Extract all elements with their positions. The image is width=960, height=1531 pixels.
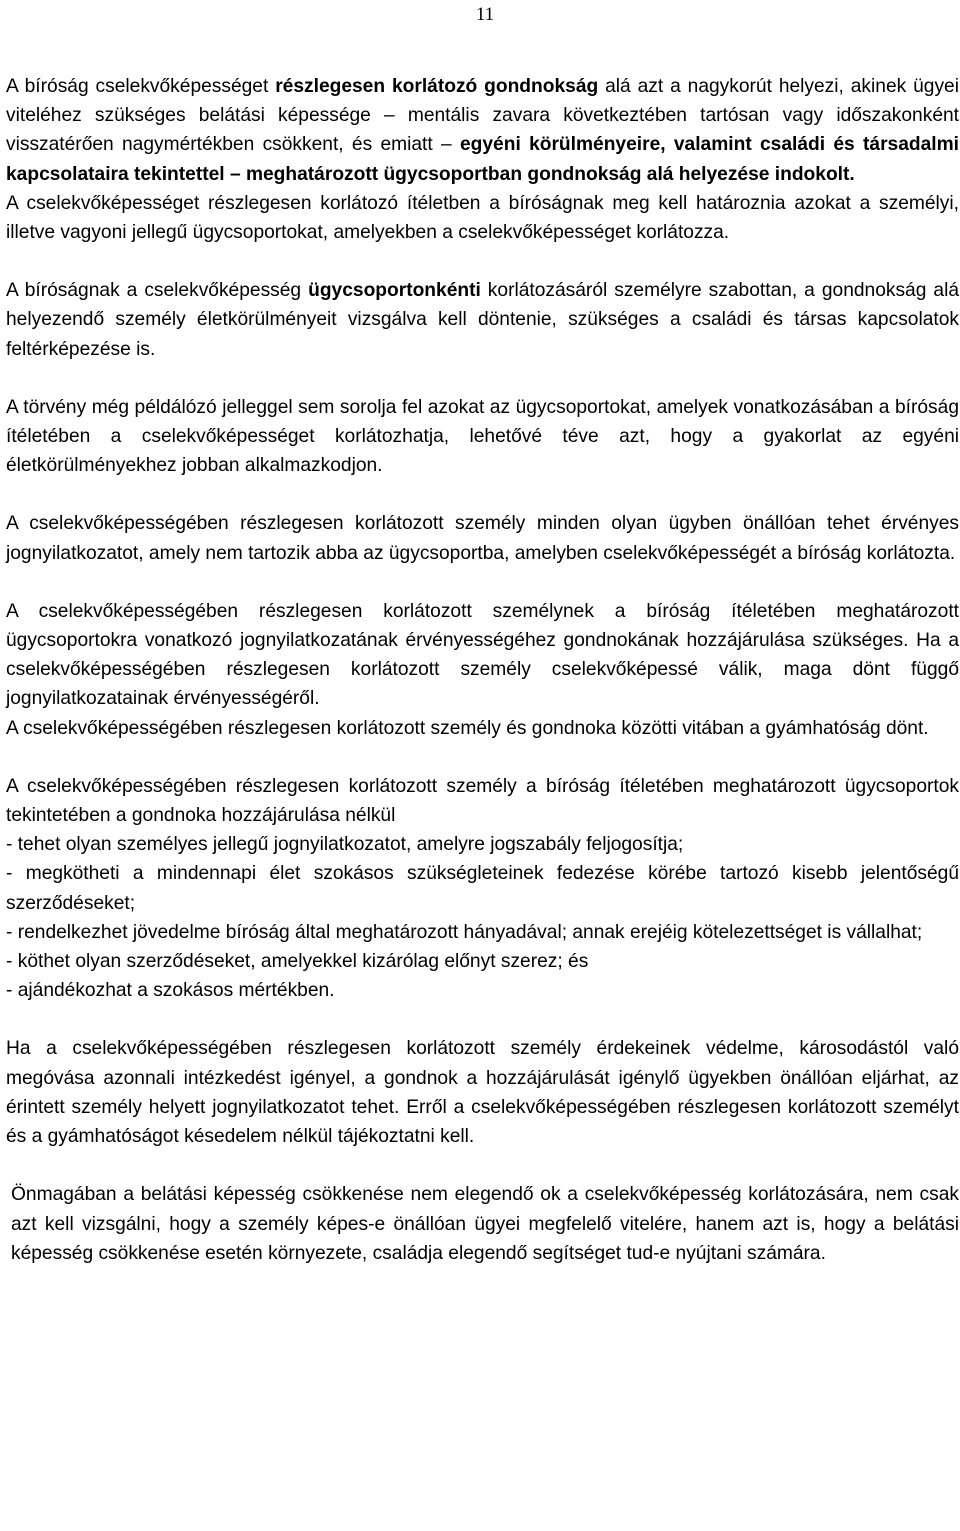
paragraph-case-group-restriction	[6, 276, 959, 364]
list-item: - megkötheti a mindennapi élet szokásos szükségleteinek fedezése körébe tartozó kisebb jelentőségű szerződéseket;	[6, 863, 959, 914]
paragraph-urgent-measures: Ha a cselekvőképességében részlegesen korlátozott személy érdekeinek védelme, károsodástól való megóvása azonnali intézkedést igényel, a gondnok a hozzájárulását igénylő ügyekben önállóan eljárhat, az érintett személy helyett jognyilatkozatot tehet. Erről a cselekvőképességében részlegesen korlátozott személyt és a gyámhatóságot késedelem nélkül tájékoztatni kell.	[6, 1038, 959, 1148]
bold-text-run: egyéni körülményeire, valamint családi és társadalmi kapcsolataira tekintettel – meghatározott ügycsoportban gondnokság alá helyezése indokolt.	[6, 134, 959, 185]
paragraph-without-consent-intro: A cselekvőképességében részlegesen korlátozott személy a bíróság ítéletében meghatározott ügycsoportok tekintetében a gondnoka hozzájárulása nélkül	[6, 775, 959, 827]
document-body	[6, 72, 959, 1268]
text-run: A bíróság cselekvőképességet	[6, 76, 276, 97]
paragraph-reduced-capacity: Önmagában a belátási képesség csökkenése nem elegendő ok a cselekvőképesség korlátozására, nem csak azt kell vizsgálni, hogy a személy képes-e önállóan ügyei megfelelő vitelére, hanem azt is, hogy a belátási képesség csökkenése esetén környezete, családja elegendő segítséget tud-e nyújtani számára.	[11, 1184, 959, 1264]
paragraph-guardianship-authority-dispute: A cselekvőképességében részlegesen korlátozott személy és gondnoka közötti vitában a gyámhatóság dönt.	[6, 717, 929, 739]
list-item: - tehet olyan személyes jellegű jognyilatkozatot, amelyre jogszabály feljogosítja;	[6, 834, 684, 856]
paragraph-law-case-groups: A törvény még példálózó jelleggel sem sorolja fel azokat az ügycsoportokat, amelyek vonatkozásában a bíróság ítéletében a cselekvőképességet korlátozhatja, lehetővé téve azt, hogy a gyakorlat az egyéni életkörülményekhez jobban alkalmazkodjon.	[6, 396, 959, 477]
bold-text-run: ügycsoportonkénti	[308, 280, 481, 302]
paragraph-independent-declaration: A cselekvőképességében részlegesen korlátozott személy minden olyan ügyben önállóan tehet érvényes jognyilatkozatot, amely nem tartozik abba az ügycsoportba, amelyben cselekvőképességét a bíróság korlátozta.	[6, 513, 959, 564]
paragraph-guardian-consent: A cselekvőképességében részlegesen korlátozott személynek a bíróság ítéletében meghatározott ügycsoportokra vonatkozó jognyilatkozatának érvényességéhez gondnokának hozzájárulása szükséges. Ha a cselekvőképességében részlegesen korlátozott személy cselekvőképessé válik, maga dönt függő jognyilatkozatainak érvényességéről.	[6, 600, 959, 710]
list-item: - ajándékozhat a szokásos mértékben.	[6, 980, 335, 1002]
bold-text-run: részlegesen korlátozó gondnokság	[275, 76, 599, 97]
list-item: - rendelkezhet jövedelme bíróság által meghatározott hányadával; annak erejéig kötelezettséget is vállalhat;	[6, 921, 923, 943]
text-run: korlátozásáról személyre szabottan, a gondnokság alá helyezendő személy életkörülményeit vizsgálva kell döntenie, szükséges a családi és társas kapcsolatok feltérképezése is.	[6, 280, 959, 360]
text-run: A bíróságnak a cselekvőképesség	[6, 280, 309, 302]
paragraph-partial-guardianship-definition	[6, 72, 959, 189]
text-run: alá azt a nagykorút helyezi, akinek ügyei viteléhez szükséges belátási képessége – mentális zavara következtében tartósan vagy időszakonként visszatérően nagymértékben csökkent, és emiatt –	[6, 76, 959, 156]
page-number: 11	[475, 4, 495, 25]
paragraph-court-judgment-scope: A cselekvőképességet részlegesen korlátozó ítéletben a bíróságnak meg kell határoznia azokat a személyi, illetve vagyoni jellegű ügycsoportokat, amelyekben a cselekvőképességet korlátozza.	[6, 192, 959, 244]
permitted-actions-list	[6, 830, 959, 1005]
list-item: - köthet olyan szerződéseket, amelyekkel kizárólag előnyt szerez; és	[6, 951, 589, 973]
